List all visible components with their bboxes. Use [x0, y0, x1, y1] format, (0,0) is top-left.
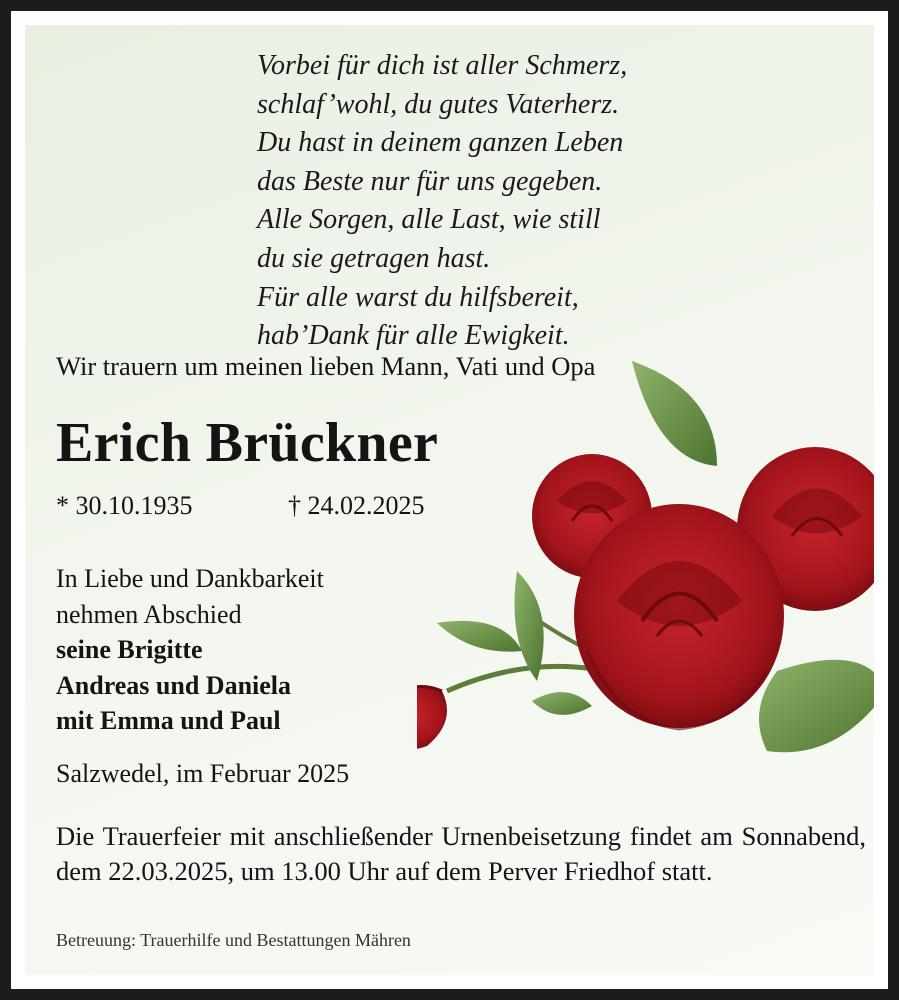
- poem: [257, 47, 627, 356]
- place-date: Salzwedel, im Februar 2025: [56, 759, 350, 788]
- poem-line: Vorbei für dich ist aller Schmerz,: [257, 50, 628, 81]
- poem-line: Du hast in deinem ganzen Leben: [257, 127, 624, 159]
- deceased-name: Erich Brückner: [56, 412, 439, 474]
- mourning-intro: Wir trauern um meinen lieben Mann, Vati und Opa: [56, 351, 596, 381]
- mourners-line: nehmen Abschied: [56, 599, 242, 629]
- mourners-list: [56, 561, 324, 739]
- poem-line: das Beste nur für uns gegeben.: [257, 165, 603, 197]
- poem-line: Alle Sorgen, alle Last, wie still: [257, 204, 601, 236]
- funeral-notice: Die Trauerfeier mit anschließender Urnenbeisetzung findet am Sonnabend, dem 22.03.2025, um 13.00 Uhr auf dem Perver Friedhof statt.: [56, 821, 866, 886]
- red-roses-image: [417, 351, 874, 771]
- obituary-frame: [11, 11, 888, 989]
- mourner-name: seine Brigitte: [56, 635, 203, 664]
- poem-line: schlaf’wohl, du gutes Vaterherz.: [257, 88, 620, 120]
- mourner-name: mit Emma und Paul: [56, 706, 281, 735]
- mourners-line: In Liebe und Dankbarkeit: [56, 564, 324, 593]
- death-date: † 24.02.2025: [288, 491, 425, 520]
- birth-date: * 30.10.1935: [56, 491, 193, 520]
- obituary-panel: [25, 25, 874, 975]
- poem-line: du sie getragen hast.: [257, 242, 491, 274]
- poem-line: Für alle warst du hilfsbereit,: [257, 281, 579, 313]
- poem-line: hab’Dank für alle Ewigkeit.: [257, 320, 570, 352]
- funeral-home-credit: Betreuung: Trauerhilfe und Bestattungen Mähren: [56, 930, 411, 950]
- mourner-name: Andreas und Daniela: [56, 670, 292, 700]
